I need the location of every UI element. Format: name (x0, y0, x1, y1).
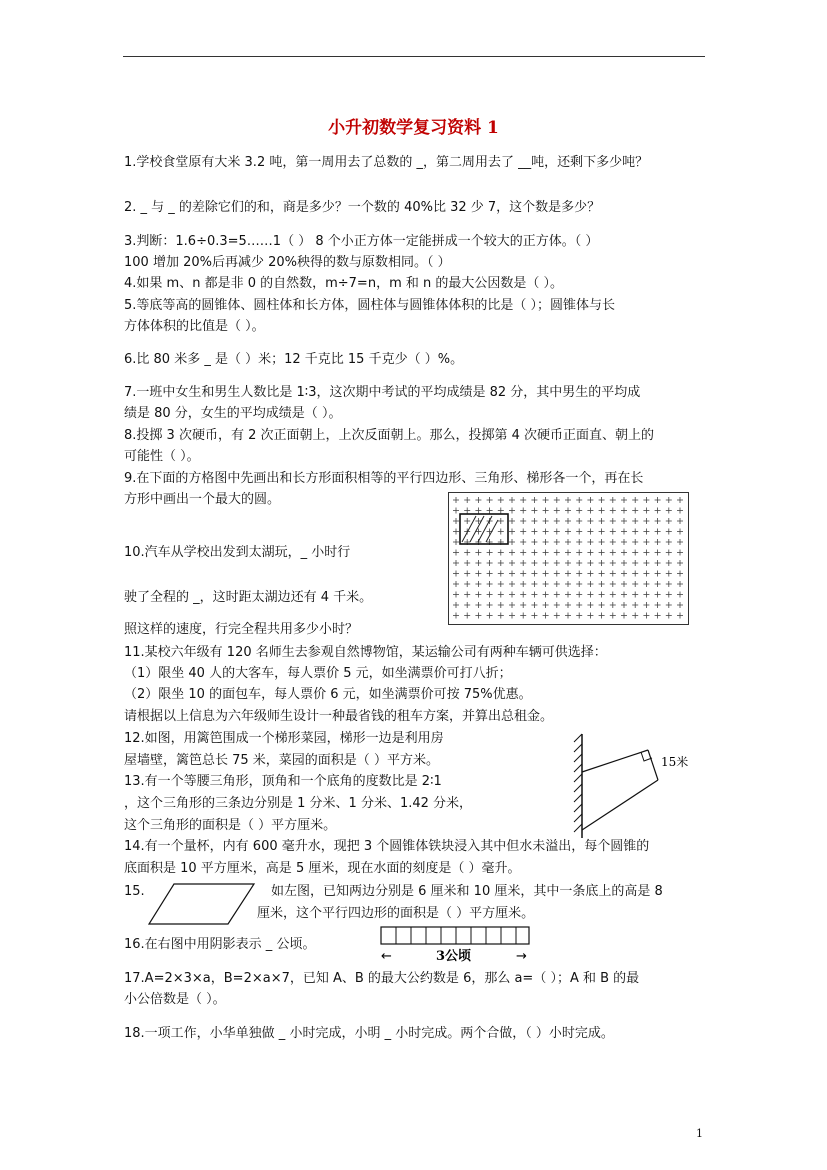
question-line-q11c: （2）限坐 10 的面包车，每人票价 6 元，如坐满票价可按 75%优惠。 (124, 687, 532, 702)
parallelogram-figure (148, 883, 256, 925)
question-line-q17b: 小公倍数是（ ）。 (124, 992, 226, 1007)
question-line-q10c: 照这样的速度，行完全程共用多少小时？ (124, 622, 359, 637)
question-line-q17a: 17.A=2×3×a，B=2×a×7，已知 A、B 的最大公约数是 6，那么 a=（ ）；A 和 B 的最 (124, 971, 640, 986)
page-number: 1 (696, 1127, 703, 1140)
question-line-q9a: 9.在下面的方格图中先画出和长方形面积相等的平行四边形、三角形、梯形各一个，再在长 (124, 471, 644, 486)
question-line-q11d: 请根据以上信息为六年级师生设计一种最省钱的租车方案，并算出总租金。 (124, 709, 554, 724)
question-line-q6: 6.比 80 米多 _ 是（ ）米；12 千克比 15 千克少（ ）%。 (124, 352, 464, 367)
hectare-right-arrow: → (516, 949, 527, 964)
question-line-q3a: 3.判断：1.6÷0.3=5……1（ ） 8 个小正方体一定能拼成一个较大的正方体。（ ） (124, 234, 599, 249)
question-line-q2: 2. _ 与 _ 的差除它们的和，商是多少？一个数的 40%比 32 少 7，这个数是多少？ (124, 200, 601, 215)
question-line-q18: 18.一项工作，小华单独做 _ 小时完成，小明 _ 小时完成。两个合做，（ ）小时完成。 (124, 1026, 614, 1041)
grid-figure (448, 492, 689, 625)
question-line-q1: 1.学校食堂原有大米 3.2 吨，第一周用去了总数的 _，第二周用去了 __吨，还剩下多少吨？ (124, 155, 649, 170)
question-line-q9b: 方形中画出一个最大的圆。 (124, 492, 281, 507)
question-line-q12a: 12.如图，用篱笆围成一个梯形菜园，梯形一边是利用房 (124, 731, 444, 746)
question-line-q10b: 驶了全程的 _，这时距太湖边还有 4 千米。 (124, 590, 373, 605)
question-line-q3b: 100 增加 20%后再减少 20%秧得的数与原数相同。（ ） (124, 255, 451, 270)
question-line-q4: 4.如果 m、n 都是非 0 的自然数，m÷7=n，m 和 n 的最大公因数是（ ）。 (124, 276, 563, 291)
question-line-q16: 16.在右图中用阴影表示 _ 公顷。 (124, 937, 316, 952)
question-line-q5a: 5.等底等高的圆锥体、圆柱体和长方体，圆柱体与圆锥体体积的比是（ ）；圆锥体与长 (124, 298, 616, 313)
question-line-q7a: 7.一班中女生和男生人数比是 1∶3，这次期中考试的平均成绩是 82 分，其中男生的平均成 (124, 385, 641, 400)
question-line-q14a: 14.有一个量杯，内有 600 毫升水，现把 3 个圆锥体铁块浸入其中但水未溢出，每个圆锥的 (124, 839, 650, 854)
hectare-bar-figure (380, 926, 530, 966)
hectare-left-arrow: ← (381, 949, 392, 964)
header-rule (123, 56, 705, 57)
question-line-q7b: 绩是 80 分，女生的平均成绩是（ ）。 (124, 406, 342, 421)
question-line-q11b: （1）限坐 40 人的大客车，每人票价 5 元，如坐满票价可打八折； (124, 666, 512, 681)
question-line-q15n: 15. (124, 884, 145, 899)
question-line-q8a: 8.投掷 3 次硬币，有 2 次正面朝上，上次反面朝上。那么，投掷第 4 次硬币正面直、朝上的 (124, 428, 655, 443)
hectare-label: 3公顷 (436, 949, 472, 964)
trapezoid-garden-figure (560, 730, 720, 842)
question-line-q15b: 厘米，这个平行四边形的面积是（ ）平方厘米。 (257, 906, 535, 921)
question-line-q14b: 底面积是 10 平方厘米，高是 5 厘米，现在水面的刻度是（ ）毫升。 (124, 861, 521, 876)
question-line-q10a: 10.汽车从学校出发到太湖玩，_ 小时行 (124, 545, 351, 560)
question-line-q15a: 如左图，已知两边分别是 6 厘米和 10 厘米，其中一条底上的高是 8 (271, 884, 663, 899)
question-line-q8b: 可能性（ ）。 (124, 449, 200, 464)
question-line-q13a: 13.有一个等腰三角形，顶角和一个底角的度数比是 2∶1 (124, 774, 442, 789)
page-title: 小升初数学复习资料 1 (328, 118, 499, 138)
question-line-q5b: 方体体积的比值是（ ）。 (124, 319, 265, 334)
question-line-q11a: 11.某校六年级有 120 名师生去参观自然博物馆，某运输公司有两种车辆可供选择： (124, 645, 607, 660)
question-line-q12b: 屋墙壁，篱笆总长 75 米，菜园的面积是（ ）平方米。 (124, 753, 439, 768)
question-line-q13c: 这个三角形的面积是（ ）平方厘米。 (124, 818, 337, 833)
question-line-q13b: ，这个三角形的三条边分别是 1 分米、1 分米、1.42 分米， (124, 796, 473, 811)
trapezoid-side-label: 15米 (661, 755, 689, 769)
